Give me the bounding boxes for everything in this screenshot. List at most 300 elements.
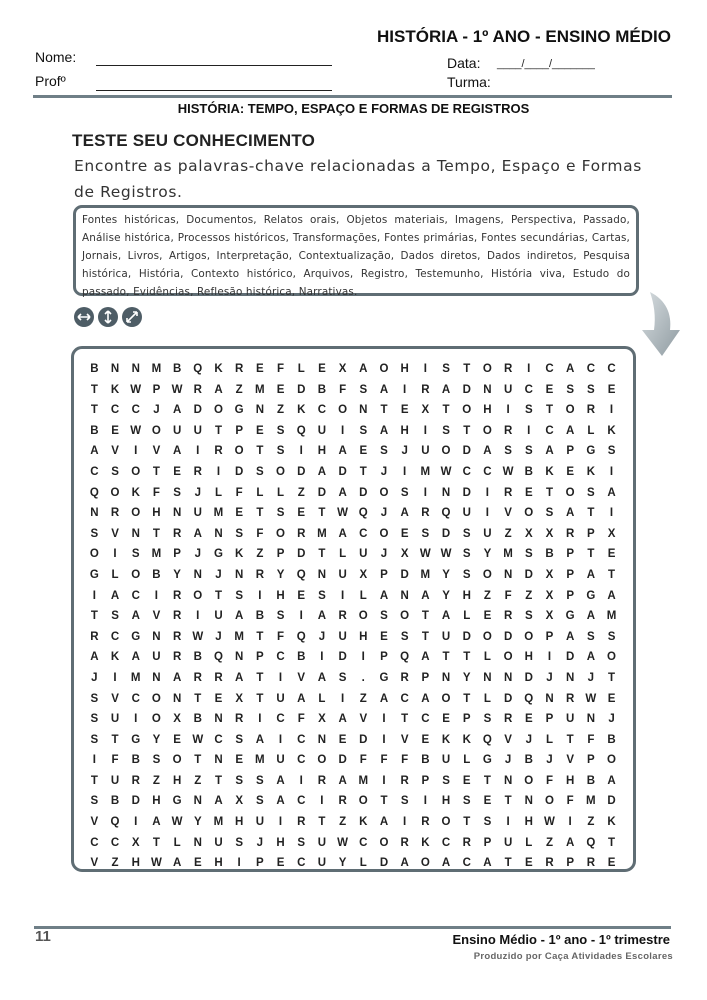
grid-letter[interactable]: S (442, 774, 450, 787)
grid-letter[interactable]: N (441, 486, 451, 499)
grid-letter[interactable]: N (317, 568, 327, 581)
grid-letter[interactable]: T (214, 424, 222, 437)
grid-letter[interactable]: O (317, 754, 327, 767)
grid-letter[interactable]: E (483, 610, 492, 623)
grid-letter[interactable]: T (401, 713, 409, 726)
grid-letter[interactable]: T (483, 774, 491, 787)
grid-letter[interactable]: K (545, 465, 554, 478)
grid-letter[interactable]: A (607, 589, 616, 602)
grid-letter[interactable]: K (214, 363, 223, 375)
grid-letter[interactable]: S (587, 383, 595, 396)
grid-letter[interactable]: D (338, 754, 347, 767)
grid-letter[interactable]: P (256, 857, 264, 870)
grid-letter[interactable]: O (131, 568, 141, 581)
grid-letter[interactable]: A (338, 486, 347, 499)
grid-letter[interactable]: R (193, 383, 202, 396)
grid-letter[interactable]: F (339, 383, 347, 396)
grid-letter[interactable]: R (421, 383, 430, 396)
grid-letter[interactable]: T (256, 630, 264, 643)
grid-letter[interactable]: T (90, 774, 98, 787)
grid-letter[interactable]: T (318, 507, 326, 520)
grid-letter[interactable]: C (524, 383, 533, 396)
grid-letter[interactable]: N (152, 671, 161, 684)
grid-letter[interactable]: A (566, 363, 575, 375)
grid-letter[interactable]: M (317, 527, 327, 540)
grid-letter[interactable]: T (256, 692, 264, 705)
grid-letter[interactable]: E (173, 733, 181, 746)
grid-letter[interactable]: E (276, 857, 285, 870)
grid-letter[interactable]: D (297, 383, 306, 396)
grid-letter[interactable]: N (235, 651, 244, 664)
grid-letter[interactable]: T (152, 465, 160, 478)
grid-letter[interactable]: E (607, 383, 616, 396)
grid-letter[interactable]: S (131, 548, 140, 561)
grid-letter[interactable]: A (317, 465, 327, 478)
grid-letter[interactable]: O (213, 404, 223, 417)
grid-letter[interactable]: N (90, 507, 99, 520)
grid-letter[interactable]: R (421, 507, 430, 520)
grid-letter[interactable]: V (504, 733, 512, 746)
grid-letter[interactable]: T (463, 363, 471, 375)
grid-letter[interactable]: I (547, 651, 552, 664)
grid-letter[interactable]: E (235, 754, 243, 767)
grid-letter[interactable]: V (152, 610, 161, 623)
grid-letter[interactable]: O (462, 404, 472, 417)
grid-letter[interactable]: S (359, 424, 368, 437)
grid-letter[interactable]: T (608, 836, 616, 849)
grid-letter[interactable]: T (608, 568, 616, 581)
grid-letter[interactable]: U (172, 424, 182, 437)
grid-letter[interactable]: X (359, 568, 368, 581)
grid-letter[interactable]: X (400, 548, 409, 561)
grid-letter[interactable]: S (380, 445, 388, 458)
grid-letter[interactable]: V (90, 857, 99, 870)
grid-letter[interactable]: T (90, 610, 98, 623)
grid-letter[interactable]: I (258, 713, 262, 726)
grid-letter[interactable]: C (297, 857, 306, 870)
grid-letter[interactable]: R (235, 713, 244, 726)
grid-letter[interactable]: I (278, 816, 283, 829)
grid-letter[interactable]: T (608, 671, 616, 684)
grid-letter[interactable]: U (317, 857, 327, 870)
grid-letter[interactable]: U (338, 630, 347, 643)
grid-letter[interactable]: R (421, 816, 430, 829)
grid-letter[interactable]: A (172, 857, 182, 870)
grid-letter[interactable]: M (213, 507, 224, 520)
grid-letter[interactable]: A (379, 383, 389, 396)
grid-letter[interactable]: D (566, 651, 575, 664)
grid-letter[interactable]: O (379, 363, 389, 375)
grid-letter[interactable]: D (338, 465, 347, 478)
grid-letter[interactable]: O (193, 589, 203, 602)
grid-letter[interactable]: Z (152, 774, 160, 787)
grid-letter[interactable]: J (256, 836, 264, 849)
grid-letter[interactable]: X (421, 404, 430, 417)
grid-letter[interactable]: I (196, 445, 200, 458)
grid-letter[interactable]: O (503, 651, 513, 664)
grid-letter[interactable]: D (524, 671, 533, 684)
grid-letter[interactable]: N (193, 568, 202, 581)
grid-letter[interactable]: A (607, 774, 616, 787)
grid-letter[interactable]: I (506, 816, 510, 829)
grid-letter[interactable]: X (607, 527, 616, 540)
grid-letter[interactable]: A (255, 733, 264, 746)
grid-letter[interactable]: E (380, 630, 388, 643)
grid-letter[interactable]: C (317, 404, 327, 417)
grid-letter[interactable]: A (566, 836, 575, 849)
grid-letter[interactable]: N (524, 795, 533, 808)
grid-letter[interactable]: C (110, 836, 120, 849)
grid-letter[interactable]: J (380, 507, 388, 520)
grid-letter[interactable]: S (111, 610, 119, 623)
grid-letter[interactable]: N (503, 774, 513, 787)
grid-letter[interactable]: A (338, 713, 347, 726)
grid-letter[interactable]: O (524, 774, 534, 787)
grid-letter[interactable]: Z (277, 404, 285, 417)
grid-letter[interactable]: A (172, 671, 182, 684)
grid-letter[interactable]: F (277, 363, 285, 375)
grid-letter[interactable]: I (527, 424, 531, 437)
grid-letter[interactable]: I (403, 383, 407, 396)
grid-letter[interactable]: X (131, 836, 140, 849)
grid-letter[interactable]: Q (213, 651, 223, 664)
grid-letter[interactable]: A (131, 610, 140, 623)
grid-letter[interactable]: P (566, 857, 574, 870)
grid-letter[interactable]: F (504, 589, 512, 602)
grid-letter[interactable]: G (131, 630, 141, 643)
grid-letter[interactable]: S (421, 527, 430, 540)
grid-letter[interactable]: L (463, 754, 471, 767)
grid-letter[interactable]: R (172, 610, 182, 623)
grid-letter[interactable]: L (463, 610, 471, 623)
grid-letter[interactable]: A (379, 424, 389, 437)
grid-letter[interactable]: G (172, 795, 182, 808)
grid-letter[interactable]: I (237, 857, 241, 870)
grid-letter[interactable]: K (235, 548, 244, 561)
grid-letter[interactable]: C (90, 836, 99, 849)
grid-letter[interactable]: S (400, 630, 409, 643)
grid-letter[interactable]: T (194, 692, 202, 705)
grid-letter[interactable]: I (113, 671, 117, 684)
grid-letter[interactable]: A (297, 692, 306, 705)
grid-letter[interactable]: U (214, 610, 223, 623)
grid-letter[interactable]: H (152, 795, 161, 808)
grid-letter[interactable]: Q (358, 507, 368, 520)
grid-letter[interactable]: N (545, 692, 554, 705)
grid-letter[interactable]: V (297, 671, 306, 684)
grid-letter[interactable]: D (379, 857, 389, 870)
grid-letter[interactable]: D (193, 404, 202, 417)
grid-letter[interactable]: W (171, 383, 183, 396)
grid-letter[interactable]: L (297, 363, 305, 375)
grid-letter[interactable]: R (193, 465, 202, 478)
grid-letter[interactable]: A (359, 363, 368, 375)
grid-letter[interactable]: H (400, 424, 409, 437)
grid-letter[interactable]: A (586, 610, 595, 623)
grid-letter[interactable]: T (256, 507, 264, 520)
grid-letter[interactable]: S (111, 465, 119, 478)
grid-letter[interactable]: S (587, 486, 595, 499)
grid-letter[interactable]: Z (339, 816, 347, 829)
grid-letter[interactable]: Y (193, 816, 202, 829)
grid-letter[interactable]: R (110, 507, 120, 520)
grid-letter[interactable]: L (173, 836, 181, 849)
grid-letter[interactable]: R (400, 774, 409, 787)
grid-letter[interactable]: I (320, 795, 324, 808)
grid-letter[interactable]: S (359, 383, 368, 396)
grid-letter[interactable]: E (193, 857, 202, 870)
grid-letter[interactable]: H (152, 507, 161, 520)
grid-letter[interactable]: S (524, 445, 533, 458)
grid-letter[interactable]: S (607, 445, 616, 458)
grid-letter[interactable]: Q (482, 733, 492, 746)
grid-letter[interactable]: F (359, 754, 367, 767)
grid-letter[interactable]: C (400, 692, 409, 705)
grid-letter[interactable]: C (131, 404, 140, 417)
grid-letter[interactable]: D (524, 568, 533, 581)
grid-letter[interactable]: I (403, 816, 407, 829)
grid-letter[interactable]: R (172, 527, 182, 540)
grid-letter[interactable]: A (338, 774, 347, 787)
grid-letter[interactable]: J (587, 671, 595, 684)
grid-letter[interactable]: L (359, 589, 367, 602)
grid-letter[interactable]: A (441, 383, 451, 396)
grid-letter[interactable]: S (566, 383, 574, 396)
grid-letter[interactable]: H (524, 651, 533, 664)
grid-letter[interactable]: U (110, 774, 120, 787)
grid-letter[interactable]: T (214, 774, 222, 787)
grid-letter[interactable]: U (421, 445, 430, 458)
grid-letter[interactable]: Y (483, 548, 492, 561)
grid-letter[interactable]: F (111, 754, 119, 767)
grid-letter[interactable]: S (483, 713, 492, 726)
grid-letter[interactable]: R (503, 713, 513, 726)
grid-letter[interactable]: E (276, 383, 285, 396)
grid-letter[interactable]: D (400, 568, 409, 581)
grid-letter[interactable]: R (338, 795, 347, 808)
grid-letter[interactable]: R (297, 816, 306, 829)
grid-letter[interactable]: P (276, 548, 285, 561)
grid-letter[interactable]: X (545, 589, 554, 602)
grid-letter[interactable]: N (172, 507, 182, 520)
grid-letter[interactable]: A (172, 404, 182, 417)
grid-letter[interactable]: S (276, 445, 285, 458)
grid-letter[interactable]: J (504, 754, 512, 767)
grid-letter[interactable]: I (423, 424, 427, 437)
grid-letter[interactable]: S (256, 774, 264, 787)
grid-letter[interactable]: F (587, 733, 595, 746)
grid-letter[interactable]: C (90, 465, 99, 478)
grid-letter[interactable]: S (235, 527, 243, 540)
grid-letter[interactable]: I (403, 465, 407, 478)
grid-letter[interactable]: D (338, 651, 347, 664)
grid-letter[interactable]: Y (462, 671, 471, 684)
grid-letter[interactable]: J (153, 404, 160, 417)
grid-letter[interactable]: S (90, 692, 99, 705)
grid-letter[interactable]: A (90, 445, 99, 458)
grid-letter[interactable]: T (463, 651, 471, 664)
grid-letter[interactable]: K (110, 651, 120, 664)
grid-letter[interactable]: E (607, 692, 616, 705)
grid-letter[interactable]: O (420, 857, 430, 870)
grid-letter[interactable]: R (172, 651, 182, 664)
grid-letter[interactable]: C (110, 630, 120, 643)
grid-letter[interactable]: C (359, 527, 368, 540)
grid-letter[interactable]: K (359, 816, 368, 829)
grid-letter[interactable]: E (607, 548, 616, 561)
grid-letter[interactable]: R (172, 630, 182, 643)
grid-letter[interactable]: I (340, 589, 345, 602)
grid-letter[interactable]: C (441, 836, 451, 849)
grid-letter[interactable]: I (92, 754, 96, 767)
grid-letter[interactable]: A (441, 610, 451, 623)
grid-letter[interactable]: A (214, 795, 223, 808)
grid-letter[interactable]: A (379, 816, 389, 829)
grid-letter[interactable]: X (545, 568, 554, 581)
grid-letter[interactable]: P (566, 548, 574, 561)
grid-letter[interactable]: T (152, 836, 160, 849)
grid-letter[interactable]: B (172, 363, 182, 375)
grid-letter[interactable]: O (441, 692, 451, 705)
grid-letter[interactable]: T (442, 651, 450, 664)
grid-letter[interactable]: O (379, 527, 389, 540)
grid-letter[interactable]: Y (442, 568, 450, 581)
grid-letter[interactable]: E (359, 445, 368, 458)
grid-letter[interactable]: R (545, 857, 554, 870)
grid-letter[interactable]: E (545, 383, 554, 396)
grid-letter[interactable]: J (318, 630, 326, 643)
grid-letter[interactable]: B (193, 651, 202, 664)
grid-letter[interactable]: R (235, 363, 244, 375)
grid-letter[interactable]: E (297, 507, 306, 520)
grid-letter[interactable]: C (462, 465, 471, 478)
grid-letter[interactable]: I (216, 465, 221, 478)
grid-letter[interactable]: P (483, 836, 492, 849)
grid-letter[interactable]: O (565, 486, 575, 499)
grid-letter[interactable]: U (503, 383, 513, 396)
grid-letter[interactable]: L (483, 692, 491, 705)
grid-letter[interactable]: C (462, 857, 471, 870)
grid-letter[interactable]: D (359, 486, 368, 499)
grid-letter[interactable]: R (400, 836, 409, 849)
grid-letter[interactable]: F (297, 713, 305, 726)
grid-letter[interactable]: S (462, 795, 471, 808)
grid-letter[interactable]: Z (587, 816, 595, 829)
grid-letter[interactable]: Q (296, 568, 306, 581)
grid-letter[interactable]: S (235, 836, 243, 849)
grid-letter[interactable]: Z (545, 836, 553, 849)
grid-letter[interactable]: L (318, 692, 326, 705)
grid-letter[interactable]: A (276, 795, 285, 808)
grid-letter[interactable]: S (524, 610, 533, 623)
grid-letter[interactable]: N (566, 671, 575, 684)
grid-letter[interactable]: G (482, 754, 492, 767)
grid-letter[interactable]: D (131, 795, 140, 808)
grid-letter[interactable]: R (90, 630, 99, 643)
grid-letter[interactable]: S (524, 404, 533, 417)
grid-letter[interactable]: M (606, 610, 617, 623)
grid-letter[interactable]: A (421, 651, 430, 664)
grid-letter[interactable]: I (423, 795, 427, 808)
grid-letter[interactable]: G (586, 589, 596, 602)
grid-letter[interactable]: W (544, 816, 555, 829)
grid-letter[interactable]: W (337, 507, 349, 520)
grid-letter[interactable]: E (256, 363, 264, 375)
grid-letter[interactable]: H (131, 857, 140, 870)
grid-letter[interactable]: J (380, 465, 388, 478)
grid-letter[interactable]: I (92, 589, 96, 602)
grid-letter[interactable]: F (256, 527, 264, 540)
grid-letter[interactable]: V (111, 692, 119, 705)
grid-letter[interactable]: T (194, 754, 202, 767)
grid-letter[interactable]: X (173, 713, 181, 726)
grid-letter[interactable]: R (586, 857, 595, 870)
grid-letter[interactable]: U (566, 713, 575, 726)
grid-letter[interactable]: I (340, 424, 345, 437)
grid-letter[interactable]: C (214, 733, 223, 746)
grid-letter[interactable]: Z (256, 548, 264, 561)
grid-letter[interactable]: A (152, 816, 161, 829)
grid-letter[interactable]: Q (110, 816, 120, 829)
grid-letter[interactable]: C (545, 424, 554, 437)
grid-letter[interactable]: O (607, 754, 616, 767)
grid-letter[interactable]: R (255, 568, 264, 581)
grid-letter[interactable]: I (113, 548, 117, 561)
grid-letter[interactable]: E (400, 404, 409, 417)
grid-letter[interactable]: S (462, 527, 471, 540)
grid-letter[interactable]: F (401, 754, 409, 767)
grid-letter[interactable]: Q (586, 836, 596, 849)
grid-letter[interactable]: A (214, 383, 223, 396)
grid-letter[interactable]: O (544, 795, 554, 808)
grid-letter[interactable]: A (586, 568, 595, 581)
grid-letter[interactable]: B (297, 651, 306, 664)
grid-letter[interactable]: V (90, 816, 99, 829)
grid-letter[interactable]: P (421, 774, 430, 787)
grid-letter[interactable]: O (358, 610, 368, 623)
grid-letter[interactable]: L (545, 733, 553, 746)
grid-letter[interactable]: X (545, 527, 554, 540)
grid-letter[interactable]: I (320, 651, 324, 664)
grid-letter[interactable]: T (90, 404, 98, 417)
grid-letter[interactable]: T (566, 733, 574, 746)
grid-letter[interactable]: S (235, 733, 243, 746)
grid-letter[interactable]: T (256, 445, 264, 458)
grid-letter[interactable]: B (152, 568, 161, 581)
grid-letter[interactable]: H (235, 816, 244, 829)
grid-letter[interactable]: S (276, 507, 285, 520)
grid-letter[interactable]: E (173, 465, 181, 478)
grid-letter[interactable]: N (235, 568, 244, 581)
grid-letter[interactable]: T (504, 795, 512, 808)
grid-letter[interactable]: B (90, 363, 99, 375)
grid-letter[interactable]: R (566, 692, 575, 705)
grid-letter[interactable]: T (318, 816, 326, 829)
grid-letter[interactable]: H (359, 630, 368, 643)
grid-letter[interactable]: U (462, 507, 471, 520)
grid-letter[interactable]: A (483, 445, 492, 458)
grid-letter[interactable]: O (110, 486, 120, 499)
grid-letter[interactable]: I (134, 445, 138, 458)
grid-letter[interactable]: N (214, 754, 223, 767)
grid-letter[interactable]: H (441, 795, 451, 808)
grid-letter[interactable]: O (131, 465, 141, 478)
grid-letter[interactable]: O (482, 568, 492, 581)
grid-letter[interactable]: R (297, 527, 306, 540)
grid-letter[interactable]: M (420, 568, 431, 581)
grid-letter[interactable]: U (255, 816, 264, 829)
grid-letter[interactable]: P (566, 589, 574, 602)
